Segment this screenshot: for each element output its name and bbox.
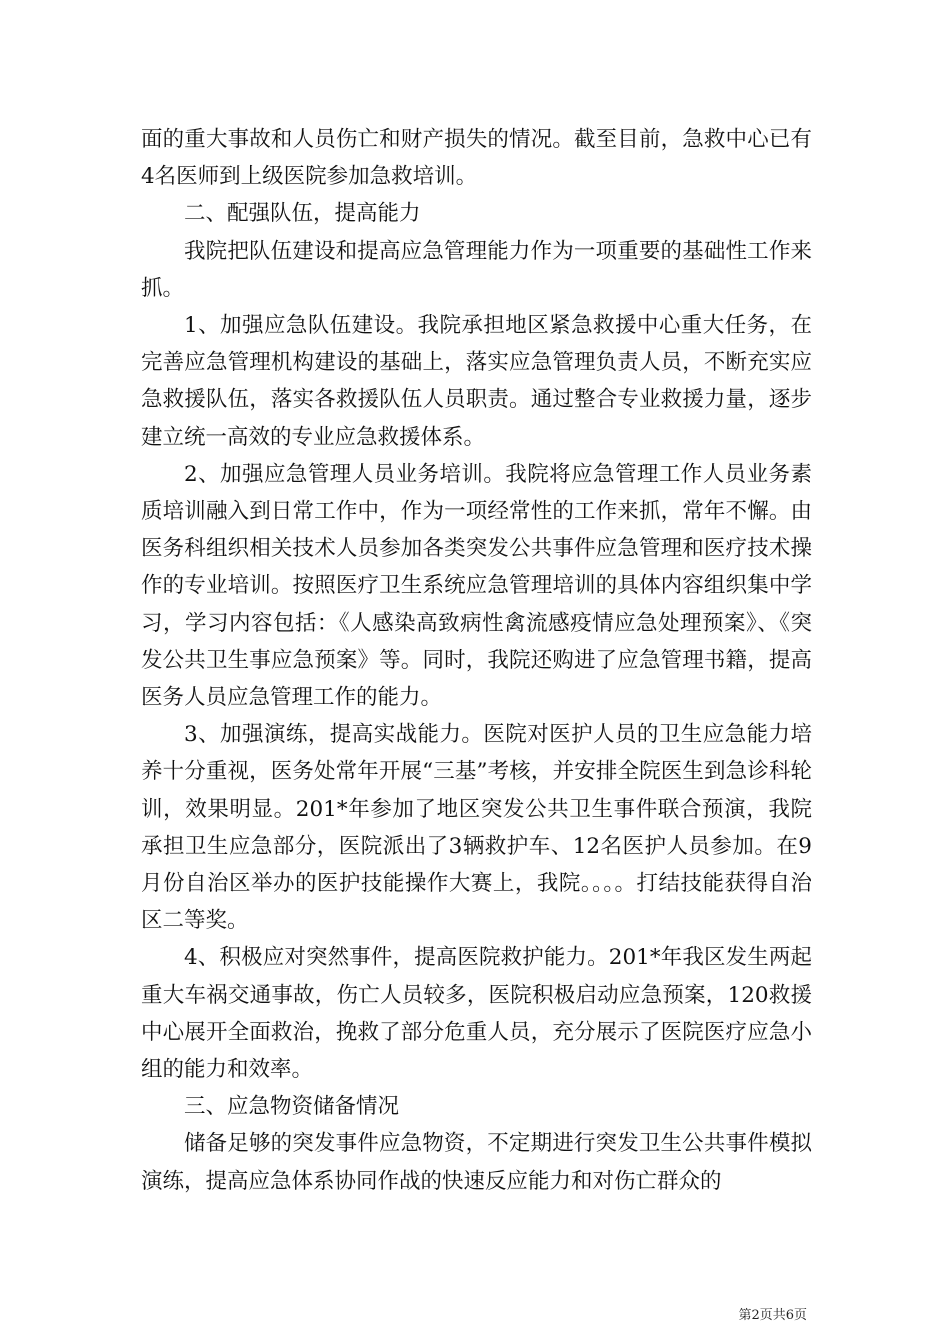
paragraph-item-4: 4、积极应对突然事件，提高医院救护能力。201*年我区发生两起重大车祸交通事故，伤亡人员较多，医院积极启动应急预案，120救援中心展开全面救治，挽救了部分危重人员，充分展示了医院医疗应急小组的能力和效率。 (141, 945, 812, 1083)
section-heading-2: 二、配强队伍，提高能力 (184, 201, 421, 227)
paragraph-team-intro: 我院把队伍建设和提高应急管理能力作为一项重要的基础性工作来抓。 (141, 238, 812, 301)
paragraph-item-1: 1、加强应急队伍建设。我院承担地区紧急救援中心重大任务，在完善应急管理机构建设的基础上，落实应急管理负责人员，不断充实应急救援队伍，落实各救援队伍人员职责。通过整合专业救援力量，逐步建立统一高效的专业应急救援体系。 (141, 313, 812, 450)
paragraph-supplies: 储备足够的突发事件应急物资，不定期进行突发卫生公共事件模拟演练，提高应急体系协同作战的快速反应能力和对伤亡群众的 (141, 1131, 812, 1194)
page-number: 第2页共6页 (738, 1308, 807, 1323)
paragraph-continuation: 面的重大事故和人员伤亡和财产损失的情况。截至目前，急救中心已有4名医师到上级医院参加急救培训。 (141, 127, 812, 190)
paragraph-item-2: 2、加强应急管理人员业务培训。我院将应急管理工作人员业务素质培训融入到日常工作中，作为一项经常性的工作来抓，常年不懈。由医务科组织相关技术人员参加各类突发公共事件应急管理和医疗技术操作的专业培训。按照医疗卫生系统应急管理培训的具体内容组织集中学习，学习内容包括：《人感染高致病性禽流感疫情应急处理预案》、《突发公共卫生事应急预案》等。同时，我院还购进了应急管理书籍，提高医务人员应急管理工作的能力。 (141, 461, 812, 711)
section-heading-3: 三、应急物资储备情况 (184, 1094, 400, 1120)
paragraph-item-3: 3、加强演练，提高实战能力。医院对医护人员的卫生应急能力培养十分重视，医务处常年开展“三基”考核，并安排全院医生到急诊科轮训，效果明显。201*年参加了地区突发公共卫生事件联合预演，我院承担卫生应急部分，医院派出了3辆救护车、12名医护人员参加。在9月份自治区举办的医护技能操作大赛上，我院。。。。打结技能获得自治区二等奖。 (141, 722, 812, 934)
document-body (141, 121, 812, 1200)
